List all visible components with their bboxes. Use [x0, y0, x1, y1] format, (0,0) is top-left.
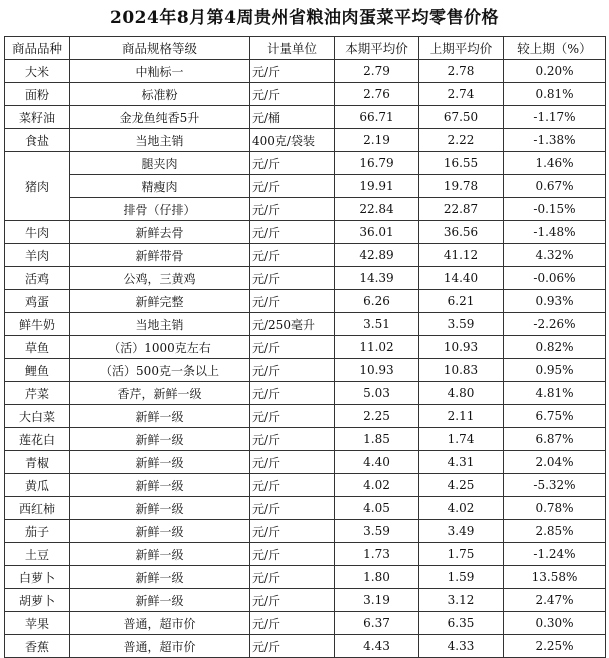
table-row: [5, 244, 606, 267]
cell-change: 0.93%: [504, 290, 606, 313]
cell-variety: 莲花白: [5, 428, 70, 451]
cell-change: 0.78%: [504, 497, 606, 520]
cell-spec: 新鲜一级: [70, 566, 250, 589]
cell-previous-price: 6.21: [419, 290, 504, 313]
cell-unit: 元/250毫升: [250, 313, 335, 336]
cell-variety: 大米: [5, 60, 70, 83]
table-row: [5, 152, 606, 175]
cell-current-price: 2.79: [335, 60, 419, 83]
cell-current-price: 6.37: [335, 612, 419, 635]
cell-spec: 金龙鱼纯香5升: [70, 106, 250, 129]
cell-previous-price: 4.33: [419, 635, 504, 658]
cell-spec: 新鲜一级: [70, 520, 250, 543]
cell-change: -1.17%: [504, 106, 606, 129]
table-row: [5, 175, 606, 198]
cell-spec: 中籼标一: [70, 60, 250, 83]
cell-previous-price: 19.78: [419, 175, 504, 198]
cell-unit: 元/斤: [250, 60, 335, 83]
cell-variety: 胡萝卜: [5, 589, 70, 612]
cell-current-price: 3.59: [335, 520, 419, 543]
cell-current-price: 3.19: [335, 589, 419, 612]
cell-change: -1.24%: [504, 543, 606, 566]
cell-current-price: 5.03: [335, 382, 419, 405]
cell-variety: 西红柿: [5, 497, 70, 520]
price-table: [4, 36, 606, 658]
cell-previous-price: 2.78: [419, 60, 504, 83]
cell-current-price: 19.91: [335, 175, 419, 198]
cell-spec: 普通，超市价: [70, 635, 250, 658]
cell-unit: 元/斤: [250, 566, 335, 589]
cell-unit: 元/桶: [250, 106, 335, 129]
cell-unit: 400克/袋装: [250, 129, 335, 152]
cell-variety: 菜籽油: [5, 106, 70, 129]
cell-variety: 黄瓜: [5, 474, 70, 497]
cell-change: 0.30%: [504, 612, 606, 635]
cell-variety: 香蕉: [5, 635, 70, 658]
cell-variety: 茄子: [5, 520, 70, 543]
cell-spec: 精瘦肉: [70, 175, 250, 198]
cell-previous-price: 10.93: [419, 336, 504, 359]
cell-unit: 元/斤: [250, 589, 335, 612]
cell-change: 13.58%: [504, 566, 606, 589]
table-body: [5, 60, 606, 658]
cell-current-price: 14.39: [335, 267, 419, 290]
table-row: [5, 359, 606, 382]
cell-previous-price: 6.35: [419, 612, 504, 635]
cell-unit: 元/斤: [250, 152, 335, 175]
cell-spec: 新鲜一级: [70, 428, 250, 451]
cell-previous-price: 3.12: [419, 589, 504, 612]
table-row: [5, 83, 606, 106]
header-cell-variety: 商品品种: [5, 37, 70, 60]
table-row: [5, 497, 606, 520]
cell-variety: 羊肉: [5, 244, 70, 267]
cell-current-price: 6.26: [335, 290, 419, 313]
cell-spec: 新鲜一级: [70, 497, 250, 520]
cell-previous-price: 10.83: [419, 359, 504, 382]
cell-previous-price: 36.56: [419, 221, 504, 244]
cell-previous-price: 22.87: [419, 198, 504, 221]
table-row: [5, 106, 606, 129]
table-row: [5, 290, 606, 313]
table-row: [5, 313, 606, 336]
cell-current-price: 1.80: [335, 566, 419, 589]
cell-previous-price: 4.02: [419, 497, 504, 520]
cell-spec: （活）1000克左右: [70, 336, 250, 359]
cell-previous-price: 2.22: [419, 129, 504, 152]
cell-unit: 元/斤: [250, 267, 335, 290]
header-row: [5, 37, 606, 60]
cell-current-price: 36.01: [335, 221, 419, 244]
cell-variety: 大白菜: [5, 405, 70, 428]
cell-spec: 新鲜一级: [70, 589, 250, 612]
table-row: [5, 405, 606, 428]
table-row: [5, 336, 606, 359]
table-row: [5, 612, 606, 635]
cell-current-price: 3.51: [335, 313, 419, 336]
cell-change: 4.32%: [504, 244, 606, 267]
cell-current-price: 4.43: [335, 635, 419, 658]
cell-unit: 元/斤: [250, 612, 335, 635]
cell-previous-price: 1.75: [419, 543, 504, 566]
cell-spec: 当地主销: [70, 129, 250, 152]
cell-change: 0.20%: [504, 60, 606, 83]
cell-unit: 元/斤: [250, 83, 335, 106]
cell-variety: 活鸡: [5, 267, 70, 290]
table-row: [5, 451, 606, 474]
cell-change: -1.48%: [504, 221, 606, 244]
cell-unit: 元/斤: [250, 497, 335, 520]
cell-change: -2.26%: [504, 313, 606, 336]
cell-variety: 牛肉: [5, 221, 70, 244]
cell-current-price: 4.05: [335, 497, 419, 520]
cell-change: -0.15%: [504, 198, 606, 221]
cell-unit: 元/斤: [250, 474, 335, 497]
cell-spec: 排骨（仔排）: [70, 198, 250, 221]
cell-previous-price: 41.12: [419, 244, 504, 267]
table-row: [5, 60, 606, 83]
header-cell-previous-price: 上期平均价: [419, 37, 504, 60]
cell-spec: 当地主销: [70, 313, 250, 336]
cell-change: 0.82%: [504, 336, 606, 359]
table-row: [5, 543, 606, 566]
cell-variety: 鸡蛋: [5, 290, 70, 313]
cell-spec: 新鲜一级: [70, 405, 250, 428]
cell-current-price: 22.84: [335, 198, 419, 221]
table-row: [5, 198, 606, 221]
cell-change: -0.06%: [504, 267, 606, 290]
cell-current-price: 16.79: [335, 152, 419, 175]
cell-current-price: 11.02: [335, 336, 419, 359]
cell-change: -1.38%: [504, 129, 606, 152]
cell-change: 2.47%: [504, 589, 606, 612]
cell-previous-price: 14.40: [419, 267, 504, 290]
cell-current-price: 4.02: [335, 474, 419, 497]
cell-unit: 元/斤: [250, 290, 335, 313]
cell-change: 2.25%: [504, 635, 606, 658]
cell-change: 2.04%: [504, 451, 606, 474]
cell-unit: 元/斤: [250, 382, 335, 405]
cell-change: 1.46%: [504, 152, 606, 175]
header-cell-change: 较上期（%）: [504, 37, 606, 60]
cell-change: 0.81%: [504, 83, 606, 106]
cell-unit: 元/斤: [250, 543, 335, 566]
cell-spec: 新鲜一级: [70, 451, 250, 474]
cell-unit: 元/斤: [250, 175, 335, 198]
cell-previous-price: 16.55: [419, 152, 504, 175]
cell-current-price: 4.40: [335, 451, 419, 474]
header-cell-spec: 商品规格等级: [70, 37, 250, 60]
cell-previous-price: 4.80: [419, 382, 504, 405]
cell-spec: 标准粉: [70, 83, 250, 106]
cell-variety: 面粉: [5, 83, 70, 106]
page-title: 2024年8月第4周贵州省粮油肉蛋菜平均零售价格: [110, 8, 499, 28]
header-cell-unit: 计量单位: [250, 37, 335, 60]
cell-previous-price: 1.74: [419, 428, 504, 451]
cell-current-price: 1.73: [335, 543, 419, 566]
table-row: [5, 428, 606, 451]
table-row: [5, 589, 606, 612]
cell-unit: 元/斤: [250, 244, 335, 267]
cell-current-price: 2.19: [335, 129, 419, 152]
cell-change: 4.81%: [504, 382, 606, 405]
cell-change: 0.95%: [504, 359, 606, 382]
cell-spec: 公鸡，三黄鸡: [70, 267, 250, 290]
cell-spec: 新鲜带骨: [70, 244, 250, 267]
cell-variety: 芹菜: [5, 382, 70, 405]
cell-previous-price: 67.50: [419, 106, 504, 129]
table-row: [5, 566, 606, 589]
cell-spec: （活）500克一条以上: [70, 359, 250, 382]
table-row: [5, 635, 606, 658]
table-row: [5, 221, 606, 244]
cell-spec: 腿夹肉: [70, 152, 250, 175]
cell-current-price: 66.71: [335, 106, 419, 129]
cell-variety: 草鱼: [5, 336, 70, 359]
table-row: [5, 267, 606, 290]
cell-spec: 新鲜去骨: [70, 221, 250, 244]
cell-previous-price: 3.49: [419, 520, 504, 543]
cell-change: -5.32%: [504, 474, 606, 497]
cell-previous-price: 4.31: [419, 451, 504, 474]
table-row: [5, 129, 606, 152]
cell-previous-price: 1.59: [419, 566, 504, 589]
cell-variety: 青椒: [5, 451, 70, 474]
cell-unit: 元/斤: [250, 405, 335, 428]
cell-unit: 元/斤: [250, 520, 335, 543]
cell-unit: 元/斤: [250, 336, 335, 359]
cell-variety: 鲜牛奶: [5, 313, 70, 336]
cell-variety: 鲤鱼: [5, 359, 70, 382]
cell-spec: 新鲜完整: [70, 290, 250, 313]
cell-variety: 猪肉: [5, 152, 70, 221]
cell-variety: 食盐: [5, 129, 70, 152]
cell-spec: 新鲜一级: [70, 474, 250, 497]
cell-change: 6.75%: [504, 405, 606, 428]
cell-unit: 元/斤: [250, 451, 335, 474]
cell-variety: 苹果: [5, 612, 70, 635]
cell-current-price: 2.76: [335, 83, 419, 106]
cell-current-price: 42.89: [335, 244, 419, 267]
cell-unit: 元/斤: [250, 221, 335, 244]
table-row: [5, 474, 606, 497]
table-row: [5, 382, 606, 405]
header-cell-current-price: 本期平均价: [335, 37, 419, 60]
cell-previous-price: 3.59: [419, 313, 504, 336]
cell-previous-price: 2.74: [419, 83, 504, 106]
cell-current-price: 1.85: [335, 428, 419, 451]
cell-spec: 普通，超市价: [70, 612, 250, 635]
cell-current-price: 2.25: [335, 405, 419, 428]
cell-current-price: 10.93: [335, 359, 419, 382]
cell-variety: 白萝卜: [5, 566, 70, 589]
cell-spec: 新鲜一级: [70, 543, 250, 566]
cell-unit: 元/斤: [250, 428, 335, 451]
cell-unit: 元/斤: [250, 359, 335, 382]
cell-spec: 香芹，新鲜一级: [70, 382, 250, 405]
cell-previous-price: 2.11: [419, 405, 504, 428]
cell-unit: 元/斤: [250, 198, 335, 221]
table-row: [5, 520, 606, 543]
cell-change: 6.87%: [504, 428, 606, 451]
cell-change: 0.67%: [504, 175, 606, 198]
cell-unit: 元/斤: [250, 635, 335, 658]
cell-variety: 土豆: [5, 543, 70, 566]
cell-change: 2.85%: [504, 520, 606, 543]
cell-previous-price: 4.25: [419, 474, 504, 497]
